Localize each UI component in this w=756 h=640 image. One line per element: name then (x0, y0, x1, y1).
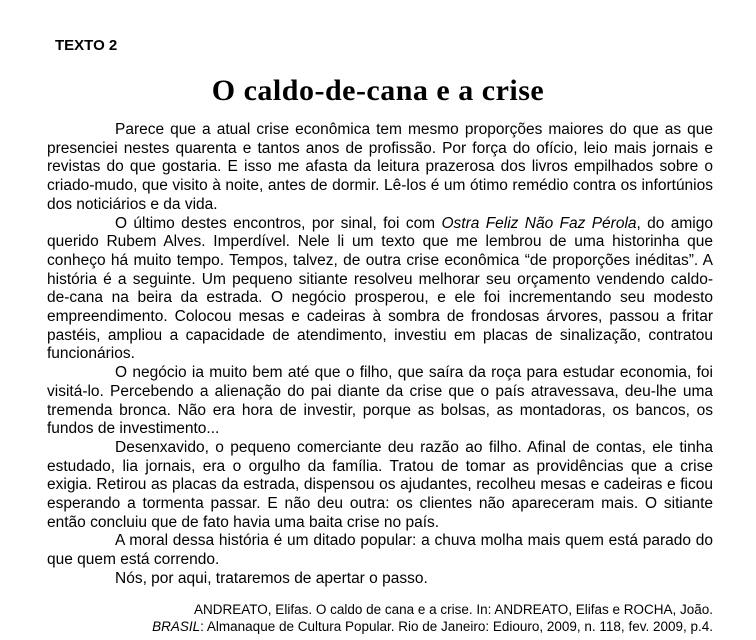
text-segment: O último destes encontros, por sinal, foi com (115, 214, 442, 232)
text-segment: A moral dessa história é um ditado popular: a chuva molha mais quem está parado do que quem está correndo. (47, 532, 713, 569)
text-segment: O negócio ia muito bem até que o filho, que saíra da roça para estudar economia, foi visitá-lo. Percebendo a alienação do pai diante da crise que o país atravessava, deu-lhe uma tremenda bronca. Não era hora de investir, porque as bolsas, as montadoras, os bancos, os fundos de investimento... (47, 364, 713, 438)
citation-line (47, 602, 713, 619)
text-segment: Nós, por aqui, trataremos de apertar o passo. (115, 569, 428, 587)
citation (47, 602, 713, 636)
paragraph (47, 439, 713, 533)
paragraph (47, 121, 713, 215)
text-section-label: TEXTO 2 (55, 37, 118, 54)
paragraph (47, 215, 713, 365)
article-body (47, 121, 713, 589)
text-segment: ANDREATO, Elifas. O caldo de cana e a crise. In: ANDREATO, Elifas e ROCHA, João. (194, 602, 713, 617)
text-segment: , do amigo querido Rubem Alves. Imperdível. Nele li um texto que me lembrou de uma historinha que conheço há muito tempo. Tempos, talvez, de outra crise econômica “de proporções inéditas”. A história é a seguinte. Um pequeno sitiante resolveu melhorar seu orçamento vendendo caldo-de-cana na beira da estrada. O negócio prosperou, e ele foi incrementando seu modesto empreendimento. Colocou mesas e cadeiras à sombra de frondosas árvores, passou a fritar pastéis, ampliou a capacidade de atendimento, investiu em placas de sinalização, contratou funcionários. (47, 214, 713, 363)
text-segment: : Almanaque de Cultura Popular. Rio de Janeiro: Ediouro, 2009, n. 118, fev. 2009, p.4. (200, 618, 713, 634)
paragraph (47, 570, 713, 589)
text-segment: Desenxavido, o pequeno comerciante deu razão ao filho. Afinal de contas, ele tinha estudado, lia jornais, era o orgulho da família. Tratou de tomar as providências que a crise exigia. Retirou as placas da estrada, dispensou os ajudantes, recolheu mesas e cadeiras e ficou esperando a tormenta passar. E não deu outra: os clientes não apareceram mais. O sitiante então concluiu que de fato havia uma baita crise no país. (47, 438, 713, 531)
citation-line (47, 619, 713, 636)
paragraph (47, 364, 713, 439)
italic-text-segment: BRASIL (152, 618, 201, 634)
text-segment: Parece que a atual crise econômica tem mesmo proporções maiores do que as que presenciei nestes quarenta e tantos anos de profissão. Por força do ofício, leio mais jornais e revistas do que gostaria. E isso me afasta da leitura prazerosa dos livros empilhados sobre o criado-mudo, que visito à noite, antes de dormir. Lê-los é um ótimo remédio contra os infortúnios dos noticiários e da vida. (47, 121, 713, 213)
page-title: O caldo-de-cana e a crise (211, 74, 545, 107)
italic-text-segment: Ostra Feliz Não Faz Pérola (441, 214, 637, 232)
paragraph (47, 532, 713, 569)
